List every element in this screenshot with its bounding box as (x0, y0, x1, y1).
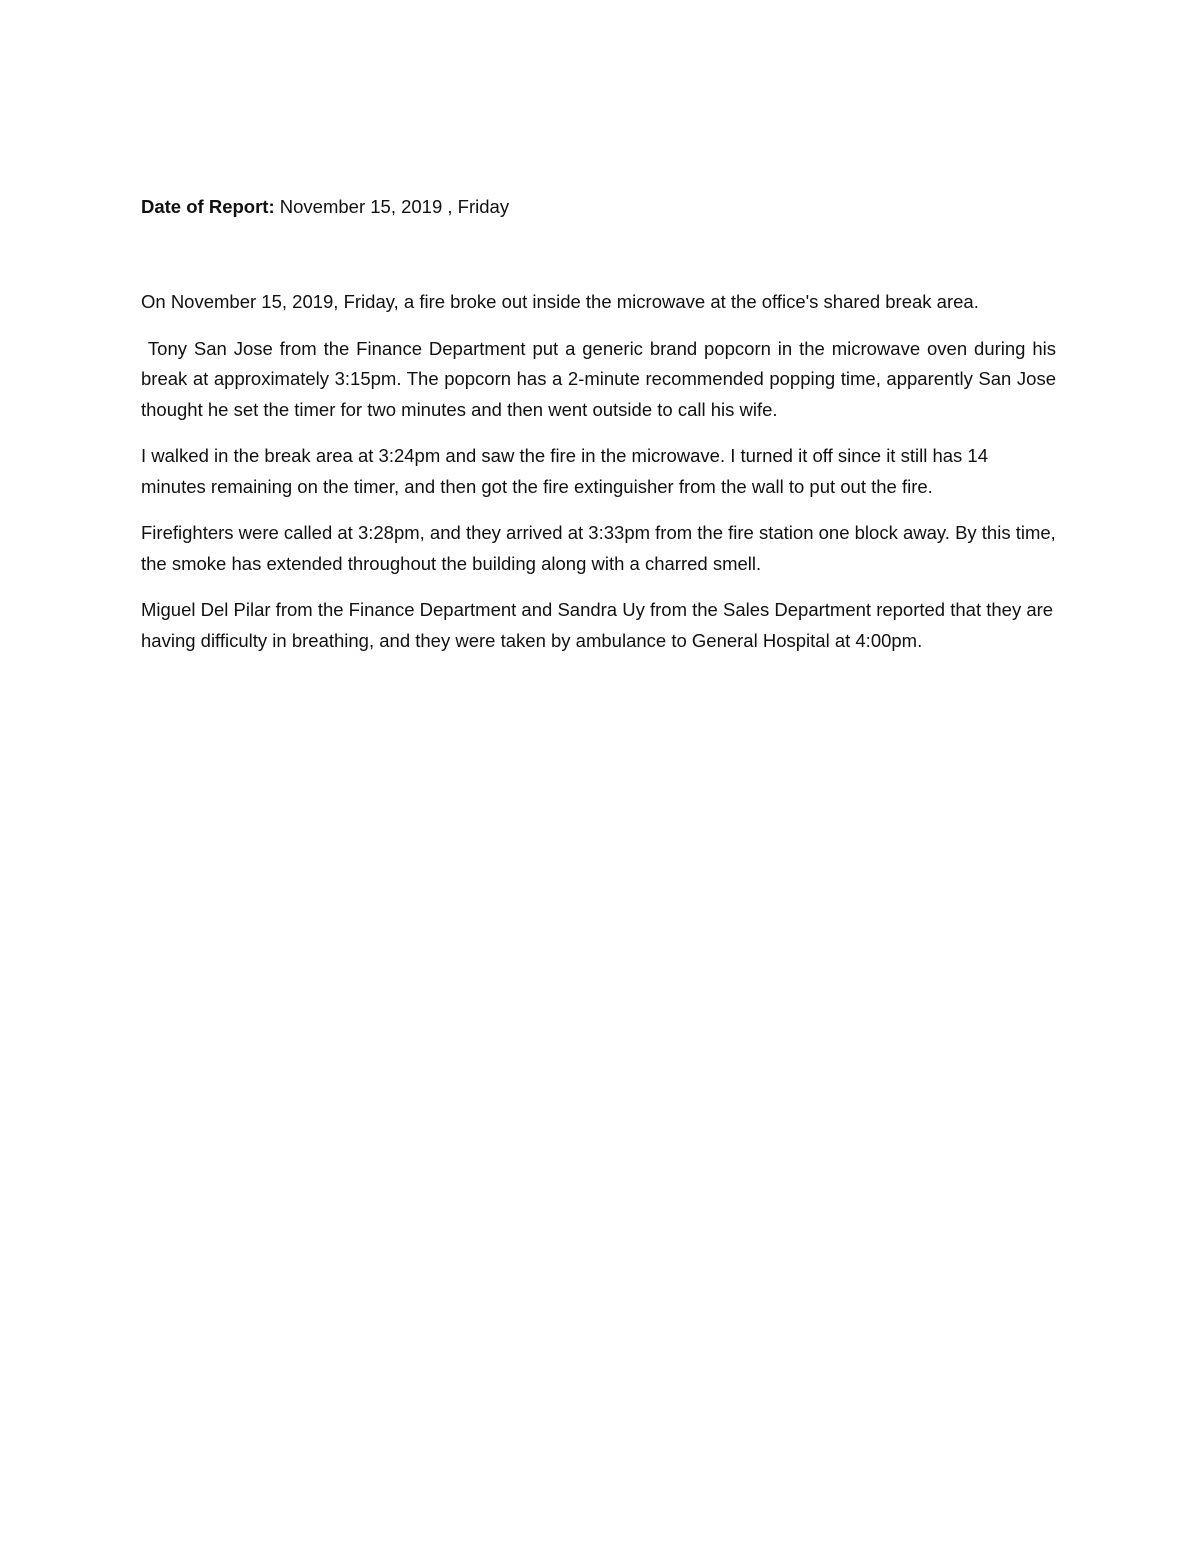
paragraph-cause: Tony San Jose from the Finance Department put a generic brand popcorn in the microwave oven during his break at approximately 3:15pm. The popcorn has a 2-minute recommended popping time, apparently San Jose thought he set the timer for two minutes and then went outside to call his wife. (141, 337, 1062, 420)
date-value: November 15, 2019 , Friday (274, 196, 510, 217)
date-label: Date of Report: (141, 196, 275, 217)
paragraph-response: I walked in the break area at 3:24pm and saw the fire in the microwave. I turned it off since it still has 14 minutes remaining on the timer, and then got the fire extinguisher from the wall to put out the fire. (141, 445, 988, 497)
paragraph-injuries: Miguel Del Pilar from the Finance Department and Sandra Uy from the Sales Department reported that they are having difficulty in breathing, and they were taken by ambulance to General Hospital at 4:00pm. (141, 599, 1054, 651)
paragraph-incident-summary: On November 15, 2019, Friday, a fire broke out inside the microwave at the office's shared break area. (141, 291, 979, 312)
date-of-report (141, 192, 1056, 222)
paragraph-firefighters: Firefighters were called at 3:28pm, and they arrived at 3:33pm from the fire station one block away. By this time, the smoke has extended throughout the building along with a charred smell. (141, 522, 1056, 574)
report-body (141, 192, 1062, 672)
